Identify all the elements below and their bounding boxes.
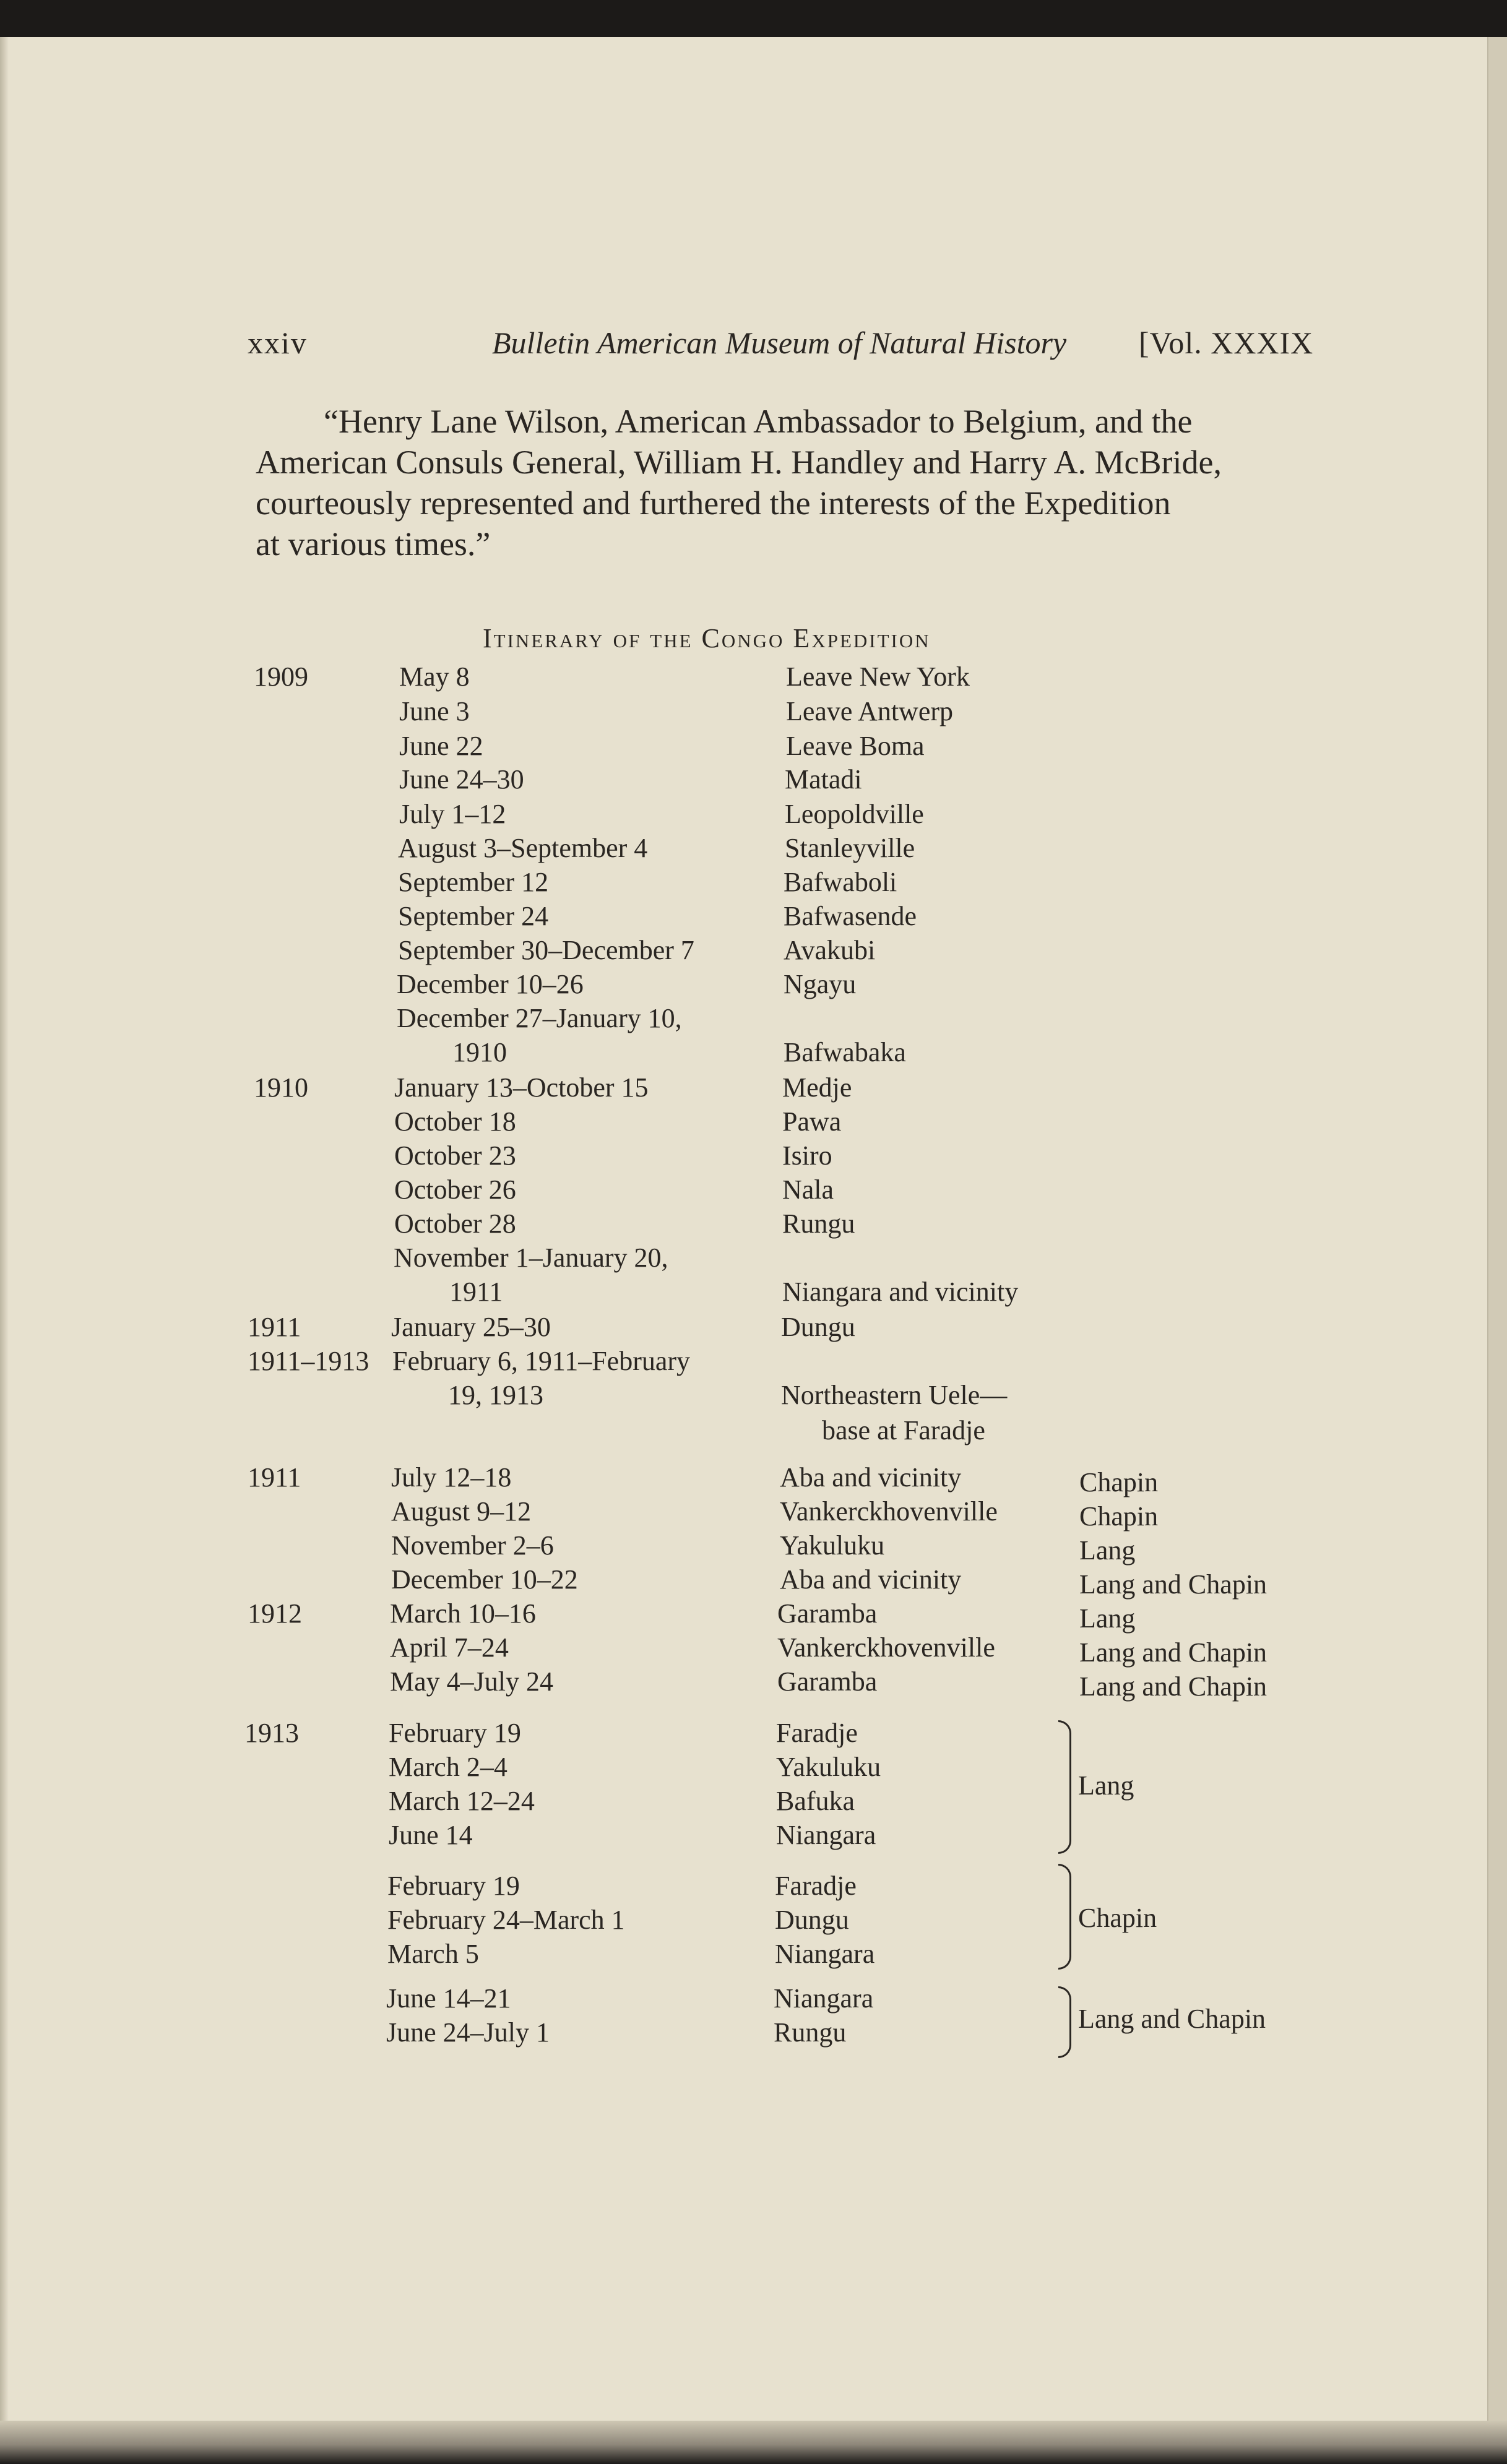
- itinerary-date: March 10–16: [390, 1598, 536, 1629]
- itinerary-member: Chapin: [1079, 1467, 1159, 1497]
- itinerary-place: Northeastern Uele—: [781, 1380, 1008, 1410]
- page-right-edge: [1487, 37, 1507, 2464]
- itinerary-date: July 12–18: [391, 1462, 512, 1493]
- itinerary-place: Ngayu: [784, 969, 857, 999]
- itinerary-date: December 10–22: [391, 1564, 578, 1595]
- quote-line: American Consuls General, William H. Handley and Harry A. McBride,: [256, 444, 1222, 481]
- itinerary-date-continued: 1911: [449, 1277, 503, 1307]
- itinerary-date: January 25–30: [391, 1312, 551, 1342]
- itinerary-date: December 27–January 10,: [397, 1003, 682, 1033]
- itinerary-year: 1911: [248, 1312, 301, 1342]
- itinerary-place: Avakubi: [784, 935, 876, 965]
- itinerary-place: Aba and vicinity: [780, 1564, 962, 1595]
- itinerary-place: Leave New York: [786, 661, 970, 692]
- quote-line: “Henry Lane Wilson, American Ambassador to Belgium, and the: [324, 403, 1193, 440]
- quote-line: at various times.”: [256, 525, 491, 562]
- itinerary-date: June 24–July 1: [386, 2017, 550, 2048]
- itinerary-place: Dungu: [775, 1905, 849, 1935]
- itinerary-date: April 7–24: [390, 1632, 509, 1663]
- itinerary-place: Niangara: [774, 1983, 874, 2014]
- itinerary-member: Lang and Chapin: [1079, 1637, 1267, 1668]
- itinerary-date: February 19: [387, 1871, 520, 1901]
- itinerary-place: Aba and vicinity: [780, 1462, 962, 1493]
- itinerary-year: 1913: [244, 1718, 299, 1748]
- itinerary-date: October 28: [394, 1208, 516, 1239]
- itinerary-heading: Itinerary of the Congo Expedition: [483, 623, 931, 653]
- itinerary-date: May 4–July 24: [390, 1666, 553, 1697]
- group-label-lang-and-chapin: Lang and Chapin: [1078, 2004, 1266, 2034]
- itinerary-date: June 24–30: [399, 764, 524, 795]
- group-label-lang: Lang: [1078, 1770, 1134, 1801]
- itinerary-place: Matadi: [785, 764, 862, 795]
- itinerary-year: 1909: [254, 661, 308, 692]
- itinerary-place: Vankerckhovenville: [777, 1632, 995, 1663]
- itinerary-date: September 30–December 7: [398, 935, 694, 965]
- brace-lang-and-chapin: [1058, 1986, 1071, 2058]
- itinerary-date: August 9–12: [391, 1496, 532, 1527]
- itinerary-date: February 24–March 1: [387, 1905, 625, 1935]
- itinerary-place: Leopoldville: [785, 799, 924, 829]
- itinerary-member: Chapin: [1079, 1501, 1159, 1531]
- itinerary-place: Niangara: [776, 1820, 876, 1850]
- scan-top-edge: [0, 0, 1507, 37]
- itinerary-date: March 12–24: [389, 1786, 535, 1816]
- scan-bottom-edge: [0, 2421, 1507, 2464]
- itinerary-place: Faradje: [776, 1718, 858, 1748]
- quote-line: courteously represented and furthered the interests of the Expedition: [256, 485, 1171, 522]
- itinerary-place: Vankerckhovenville: [780, 1496, 998, 1527]
- itinerary-date: June 3: [399, 696, 470, 726]
- itinerary-place: Yakuluku: [776, 1752, 881, 1782]
- itinerary-date: October 26: [394, 1174, 516, 1205]
- itinerary-place: Isiro: [782, 1140, 832, 1171]
- itinerary-member: Lang and Chapin: [1079, 1569, 1267, 1600]
- itinerary-place: Garamba: [777, 1598, 878, 1629]
- itinerary-date: September 12: [398, 867, 549, 897]
- itinerary-place: Bafwaboli: [784, 867, 897, 897]
- itinerary-date: December 10–26: [397, 969, 584, 999]
- itinerary-place: Stanleyville: [785, 833, 915, 863]
- itinerary-date: February 19: [389, 1718, 521, 1748]
- itinerary-place: Garamba: [777, 1666, 878, 1697]
- itinerary-year: 1910: [254, 1072, 308, 1103]
- itinerary-date: June 14: [389, 1820, 473, 1850]
- itinerary-member: Lang and Chapin: [1079, 1671, 1267, 1702]
- itinerary-place: Leave Boma: [786, 731, 925, 761]
- itinerary-date: July 1–12: [399, 799, 506, 829]
- itinerary-date: January 13–October 15: [394, 1072, 649, 1103]
- itinerary-place: Rungu: [774, 2017, 847, 2048]
- page-number: xxiv: [248, 325, 308, 360]
- running-title: Bulletin American Museum of Natural History: [492, 325, 1067, 360]
- itinerary-member: Lang: [1079, 1603, 1136, 1634]
- itinerary-year: 1911: [248, 1462, 301, 1493]
- itinerary-place: Leave Antwerp: [786, 696, 953, 726]
- itinerary-date: May 8: [399, 661, 470, 692]
- itinerary-date: March 5: [387, 1939, 479, 1969]
- itinerary-date: November 2–6: [391, 1530, 554, 1561]
- itinerary-place: Rungu: [782, 1208, 855, 1239]
- brace-chapin: [1058, 1864, 1071, 1970]
- itinerary-date: March 2–4: [389, 1752, 507, 1782]
- itinerary-date-continued: 1910: [452, 1037, 507, 1067]
- itinerary-date: November 1–January 20,: [394, 1243, 668, 1273]
- itinerary-date: October 18: [394, 1106, 516, 1137]
- itinerary-place: Bafwabaka: [784, 1037, 906, 1067]
- itinerary-place: Nala: [782, 1174, 834, 1205]
- brace-lang: [1058, 1720, 1071, 1854]
- itinerary-place: Yakuluku: [780, 1530, 885, 1561]
- itinerary-place: Bafwasende: [784, 901, 917, 931]
- itinerary-member: Lang: [1079, 1535, 1136, 1566]
- itinerary-date: June 14–21: [386, 1983, 511, 2014]
- volume-label: [Vol. XXXIX: [1139, 325, 1314, 360]
- itinerary-year: 1912: [248, 1598, 302, 1629]
- itinerary-place: Niangara and vicinity: [782, 1277, 1019, 1307]
- itinerary-place: Pawa: [782, 1106, 842, 1137]
- itinerary-place: Niangara: [775, 1939, 875, 1969]
- itinerary-date: August 3–September 4: [398, 833, 648, 863]
- page-left-edge: [0, 37, 9, 2464]
- itinerary-date-continued: 19, 1913: [448, 1380, 543, 1410]
- group-label-chapin: Chapin: [1078, 1903, 1157, 1933]
- itinerary-date: September 24: [398, 901, 549, 931]
- itinerary-year: 1911–1913: [248, 1346, 369, 1376]
- quote-paragraph: [256, 401, 1323, 564]
- itinerary-date: June 22: [399, 731, 483, 761]
- itinerary-date: October 23: [394, 1140, 516, 1171]
- itinerary-place-continued: base at Faradje: [822, 1415, 985, 1445]
- itinerary-place: Medje: [782, 1072, 852, 1103]
- itinerary-date: February 6, 1911–February: [392, 1346, 691, 1376]
- itinerary-place: Dungu: [781, 1312, 855, 1342]
- itinerary-place: Bafuka: [776, 1786, 855, 1816]
- itinerary-place: Faradje: [775, 1871, 857, 1901]
